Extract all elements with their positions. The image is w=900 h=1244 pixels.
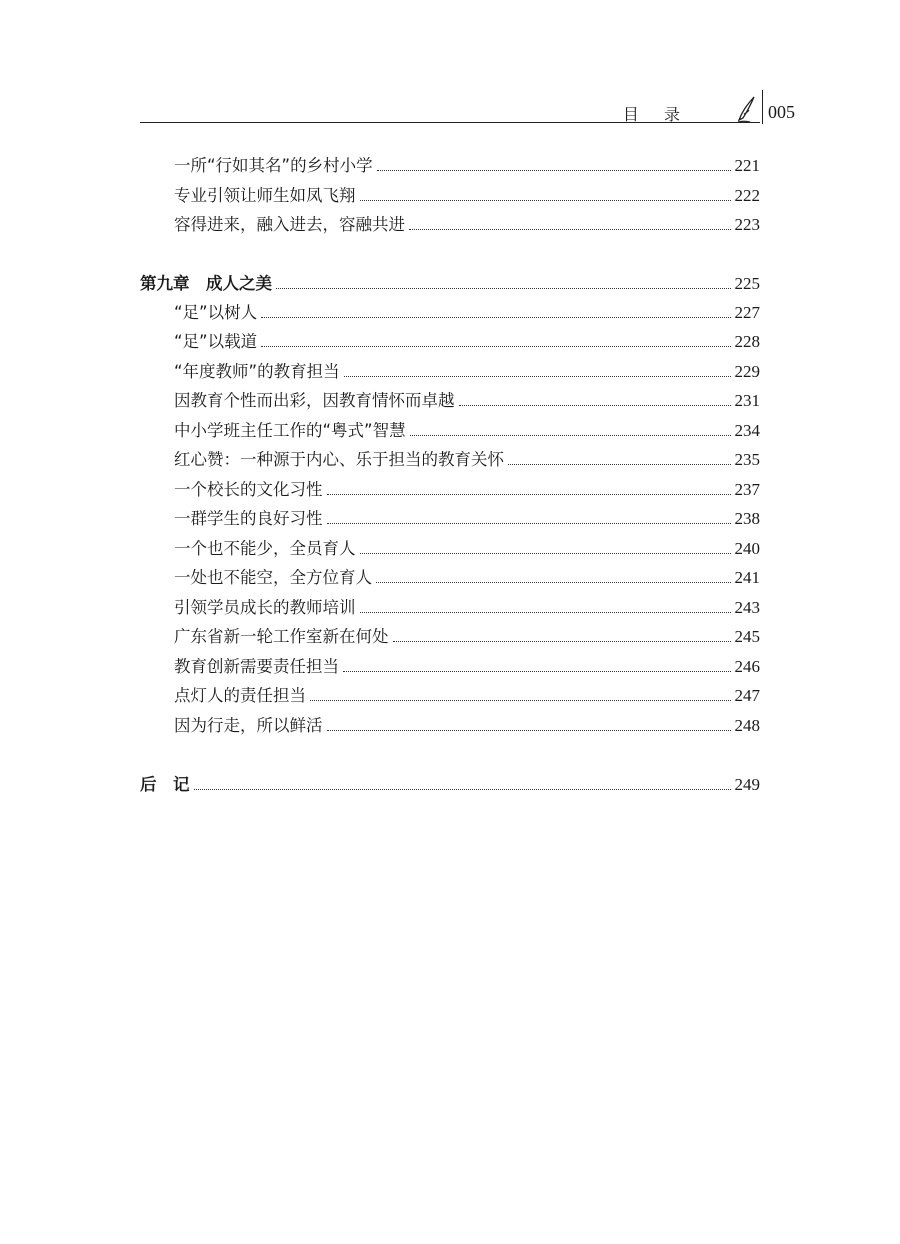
page-number: 005	[768, 102, 795, 122]
header-rule	[140, 122, 760, 123]
toc-entry-page: 247	[734, 686, 760, 705]
dot-leader	[327, 493, 731, 495]
dot-leader	[360, 199, 731, 201]
dot-leader	[393, 640, 731, 642]
toc-chapter-9[interactable]	[140, 270, 760, 294]
toc-entry-page: 235	[734, 450, 760, 469]
dot-leader	[377, 169, 731, 171]
toc-entry[interactable]	[140, 152, 760, 176]
toc-entry[interactable]	[140, 594, 760, 618]
quill-pen-icon	[736, 94, 758, 124]
dot-leader	[410, 434, 731, 436]
dot-leader	[261, 316, 730, 318]
toc-entry-title: “足”以树人	[174, 303, 258, 322]
toc-entry[interactable]	[140, 535, 760, 559]
toc-entry-page: 241	[734, 568, 760, 587]
toc-entry-page: 234	[734, 421, 760, 440]
afterword-title: 后 记	[140, 775, 190, 794]
toc-entry[interactable]	[140, 299, 760, 323]
toc-entry-title: 一个校长的文化习性	[174, 480, 323, 499]
toc-entry[interactable]	[140, 476, 760, 500]
toc-entry[interactable]	[140, 505, 760, 529]
toc-entry[interactable]	[140, 328, 760, 352]
dot-leader	[276, 287, 731, 289]
toc-entry[interactable]	[140, 417, 760, 441]
dot-leader	[360, 552, 731, 554]
dot-leader	[376, 581, 731, 583]
dot-leader	[344, 375, 731, 377]
chapter-title: 第九章 成人之美	[140, 274, 272, 293]
dot-leader	[310, 699, 731, 701]
dot-leader	[194, 788, 731, 790]
toc-entry-title: 中小学班主任工作的“粤式”智慧	[174, 421, 406, 440]
toc-entry-title: 点灯人的责任担当	[174, 686, 306, 705]
toc-entry-page: 221	[734, 156, 760, 175]
toc-entry-page: 246	[734, 657, 760, 676]
toc-entry-page: 227	[734, 303, 760, 322]
toc-entry[interactable]	[140, 712, 760, 736]
header-label: 目 录	[622, 105, 690, 124]
toc-entry-title: 教育创新需要责任担当	[174, 657, 339, 676]
dot-leader	[343, 670, 731, 672]
toc-entry-page: 243	[734, 598, 760, 617]
toc-entry-title: 引领学员成长的教师培训	[174, 598, 356, 617]
toc-entry-title: 一群学生的良好习性	[174, 509, 323, 528]
toc-entry[interactable]	[140, 211, 760, 235]
toc-entry-title: “足”以载道	[174, 332, 258, 351]
toc-entry-page: 248	[734, 716, 760, 735]
toc-entry[interactable]	[140, 653, 760, 677]
toc-entry-page: 238	[734, 509, 760, 528]
toc-entry-page: 229	[734, 362, 760, 381]
header-divider	[762, 90, 763, 124]
toc-afterword[interactable]	[140, 771, 760, 795]
toc-entry[interactable]	[140, 564, 760, 588]
toc-entry-title: 红心赞：一种源于内心、乐于担当的教育关怀	[174, 450, 504, 469]
running-header	[140, 96, 795, 124]
toc-entry-page: 240	[734, 539, 760, 558]
toc-entry-title: 专业引领让师生如凤飞翔	[174, 186, 356, 205]
dot-leader	[360, 611, 731, 613]
toc-entry[interactable]	[140, 623, 760, 647]
dot-leader	[459, 404, 731, 406]
toc-entry-title: “年度教师”的教育担当	[174, 362, 340, 381]
toc-entry-title: 一个也不能少，全员育人	[174, 539, 356, 558]
toc-entry[interactable]	[140, 682, 760, 706]
dot-leader	[327, 522, 731, 524]
dot-leader	[508, 463, 731, 465]
toc-entry-title: 因教育个性而出彩，因教育情怀而卓越	[174, 391, 455, 410]
toc-entry-title: 一所“行如其名”的乡村小学	[174, 156, 373, 175]
toc-entry-page: 222	[734, 186, 760, 205]
toc-entry-page: 228	[734, 332, 760, 351]
dot-leader	[409, 228, 731, 230]
toc-entry-title: 容得进来，融入进去，容融共进	[174, 215, 405, 234]
dot-leader	[261, 345, 730, 347]
toc-entry[interactable]	[140, 182, 760, 206]
toc-entry-title: 因为行走，所以鲜活	[174, 716, 323, 735]
toc-entry-page: 245	[734, 627, 760, 646]
afterword-page: 249	[734, 775, 760, 794]
toc-entry-title: 一处也不能空，全方位育人	[174, 568, 372, 587]
toc-entry-title: 广东省新一轮工作室新在何处	[174, 627, 389, 646]
toc-entry-page: 237	[734, 480, 760, 499]
toc-entry-page: 231	[734, 391, 760, 410]
chapter-page: 225	[734, 274, 760, 293]
toc-entry[interactable]	[140, 387, 760, 411]
dot-leader	[327, 729, 731, 731]
toc-entry[interactable]	[140, 358, 760, 382]
toc-entry[interactable]	[140, 446, 760, 470]
toc-entry-page: 223	[734, 215, 760, 234]
